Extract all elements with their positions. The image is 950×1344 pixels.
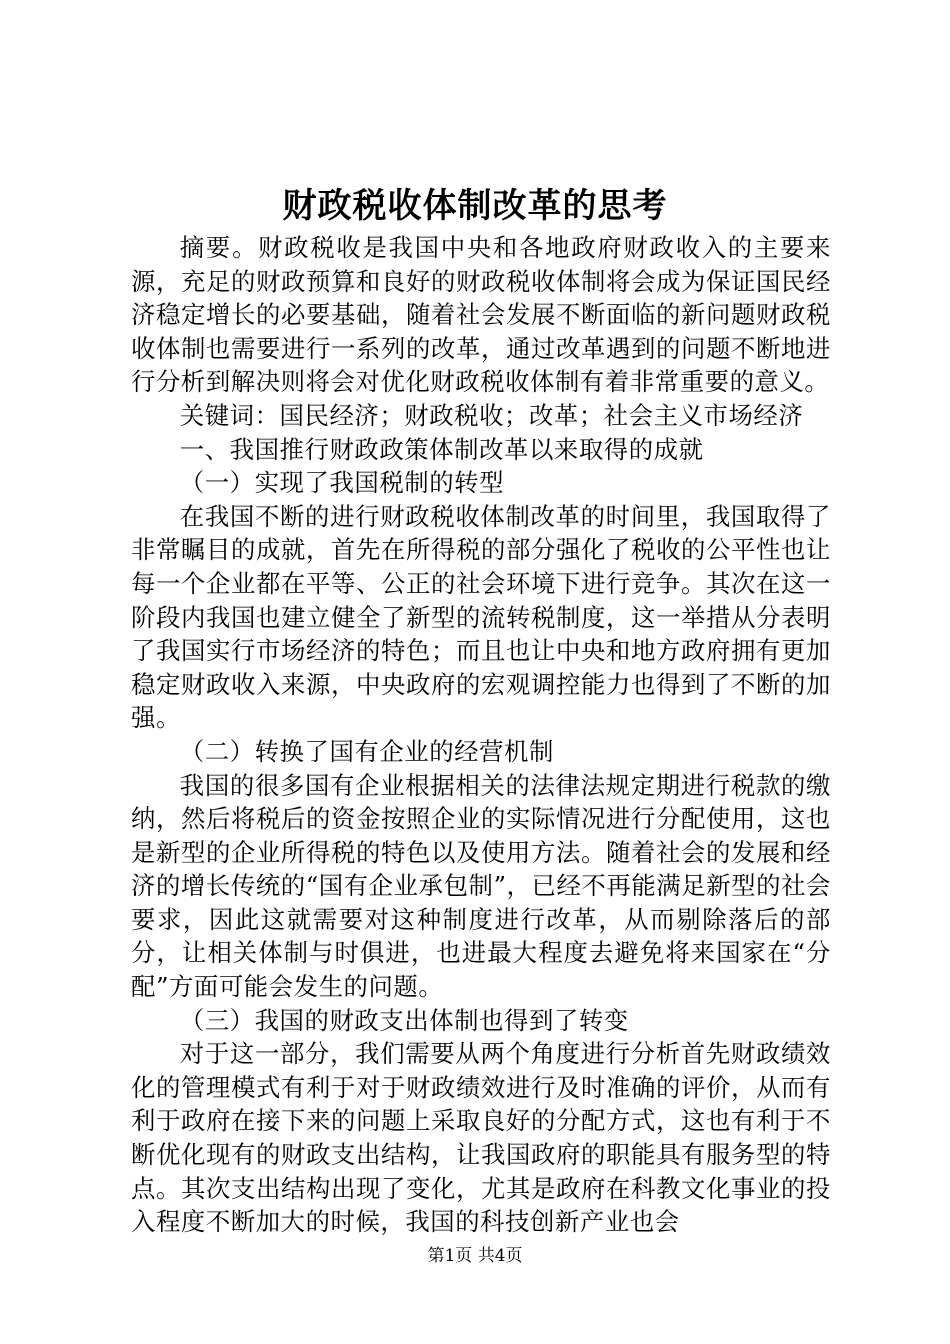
keywords-line: 关键词：国民经济；财政税收；改革；社会主义市场经济 <box>179 400 804 430</box>
document-body <box>131 231 831 1239</box>
page-footer: 第1页 共4页 <box>427 1246 523 1266</box>
subsection-body-1: 在我国不断的进行财政税收体制改革的时间里，我国取得了非常瞩目的成就，首先在所得税的部分强化了税收的公平性也让每一个企业都在平等、公正的社会环境下进行竞争。其次在这一阶段内我国也建立健全了新型的流转税制度，这一举措从分表明了我国实行市场经济的特色；而且也让中央和地方政府拥有更加稳定财政收入来源，中央政府的宏观调控能力也得到了不断的加强。 <box>131 501 831 733</box>
subsection-heading-1: （一）实现了我国税制的转型 <box>179 468 505 498</box>
subsection-body-2: 我国的很多国有企业根据相关的法律法规定期进行税款的缴纳，然后将税后的资金按照企业的实际情况进行分配使用，这也是新型的企业所得税的特色以及使用方法。随着社会的发展和经济的增长传统的“国有企业承包制”，已经不再能满足新型的社会要求，因此这就需要对这种制度进行改革，从而剔除落后的部分，让相关体制与时俱进，也进最大程度去避免将来国家在“分配”方面可能会发生的问题。 <box>131 770 831 1002</box>
document-title: 财政税收体制改革的思考 <box>282 186 668 226</box>
subsection-heading-2: （二）转换了国有企业的经营机制 <box>179 736 554 766</box>
section-heading-1: 一、我国推行财政政策体制改革以来取得的成就 <box>179 434 704 464</box>
subsection-body-3: 对于这一部分，我们需要从两个角度进行分析首先财政绩效化的管理模式有利于对于财政绩效进行及时准确的评价，从而有利于政府在接下来的问题上采取良好的分配方式，这也有利于不断优化现有的财政支出结构，让我国政府的职能具有服务型的特点。其次支出结构出现了变化，尤其是政府在科教文化事业的投入程度不断加大的时候，我国的科技创新产业也会 <box>131 1039 831 1237</box>
abstract-paragraph: 摘要。财政税收是我国中央和各地政府财政收入的主要来源，充足的财政预算和良好的财政税收体制将会成为保证国民经济稳定增长的必要基础，随着社会发展不断面临的新问题财政税收体制也需要进行一系列的改革，通过改革遇到的问题不断地进行分析到解决则将会对优化财政税收体制有着非常重要的意义。 <box>131 233 831 397</box>
subsection-heading-3: （三）我国的财政支出体制也得到了转变 <box>179 1005 629 1035</box>
